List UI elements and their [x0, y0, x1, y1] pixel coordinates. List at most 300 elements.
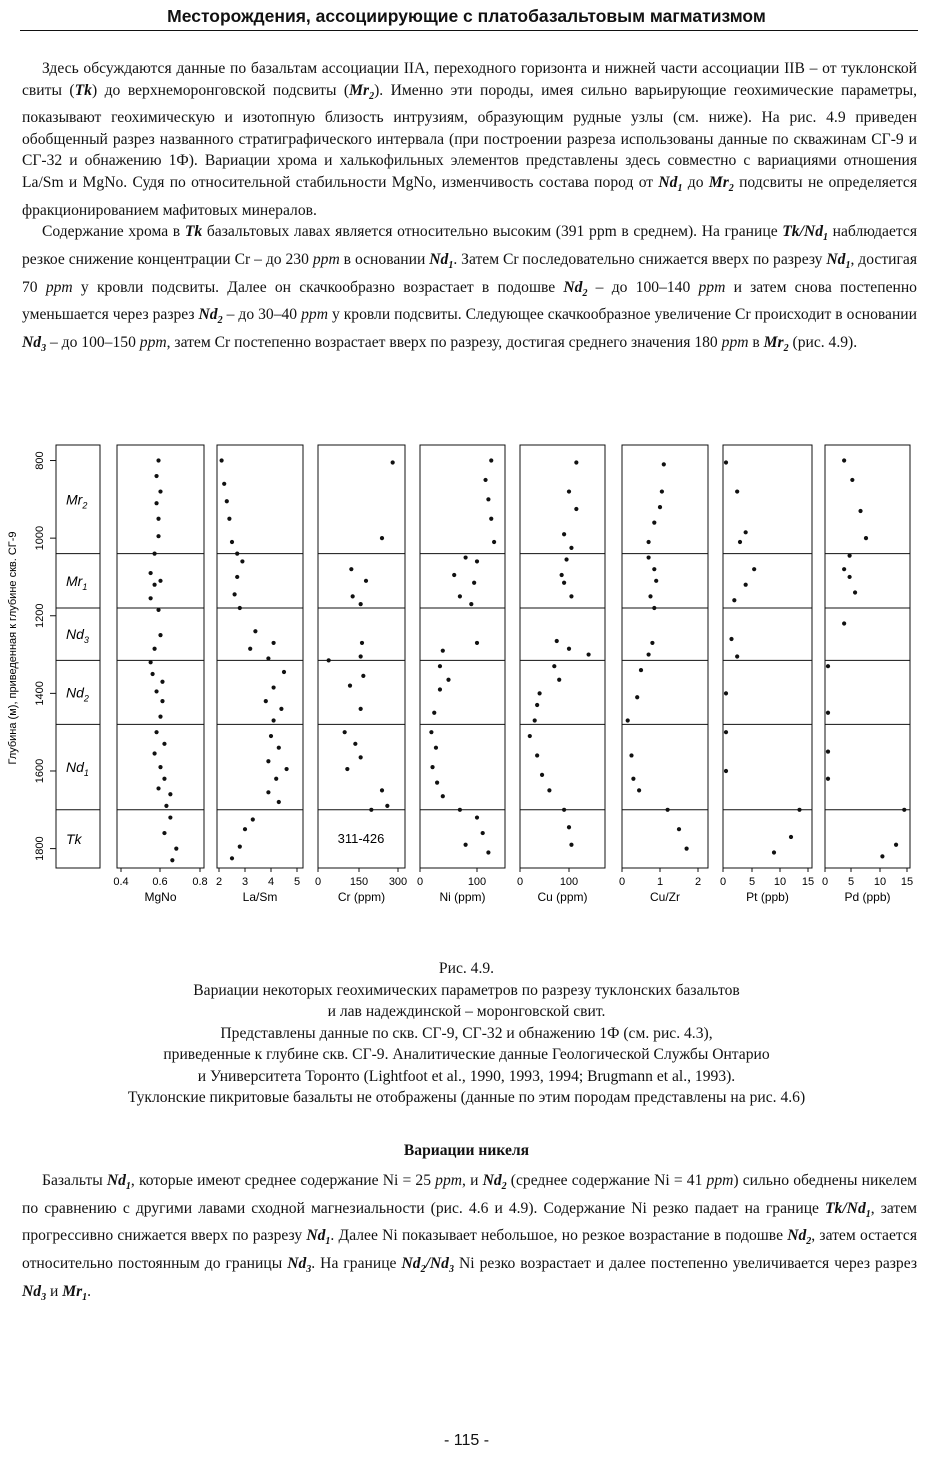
x-tick-label: 5 [748, 876, 756, 888]
data-point [562, 808, 566, 812]
data-point [434, 746, 438, 750]
data-point [535, 703, 539, 707]
data-point [446, 678, 450, 682]
data-point [475, 815, 479, 819]
unit-label [66, 491, 87, 510]
data-point [385, 804, 389, 808]
emphasis-run: ppm [698, 278, 726, 296]
panel-frame [117, 445, 204, 868]
subscript: 1 [823, 232, 828, 244]
data-point [277, 746, 281, 750]
x-tick-label: 0.4 [113, 876, 129, 888]
data-point [724, 730, 728, 734]
data-point [797, 808, 801, 812]
data-point [435, 781, 439, 785]
data-point [158, 633, 162, 637]
data-point [557, 678, 561, 682]
x-tick-label: 0 [618, 876, 626, 888]
subscript: 1 [845, 260, 851, 272]
data-point [348, 684, 352, 688]
subscript: 2 [582, 287, 588, 299]
data-point [156, 534, 160, 538]
data-point [660, 489, 664, 493]
subscript: 1 [82, 1291, 88, 1303]
data-point [569, 594, 573, 598]
data-point [639, 668, 643, 672]
data-point [432, 711, 436, 715]
data-point [654, 579, 658, 583]
figure-4-9 [0, 430, 933, 950]
unit-label [66, 573, 87, 592]
data-point [567, 489, 571, 493]
data-point [345, 767, 349, 771]
data-point [285, 767, 289, 771]
data-point [472, 581, 476, 585]
data-point [349, 567, 353, 571]
subscript: 1 [865, 1208, 871, 1220]
x-axis-label: Pd (ppb) [844, 890, 891, 904]
data-point [243, 827, 247, 831]
data-point [533, 718, 537, 722]
data-point [227, 517, 231, 521]
data-point [248, 647, 252, 651]
data-point [631, 777, 635, 781]
x-axis-label: La/Sm [242, 890, 278, 904]
data-point [272, 641, 276, 645]
data-point [574, 460, 578, 464]
caption-line: приведенные к глубине скв. СГ-9. Аналитические данные Геологической Службы Онтарио [163, 1046, 770, 1063]
data-point [154, 689, 158, 693]
text-run: наблюдается резкое снижение концентрации Cr – до 230 [22, 223, 917, 269]
data-point [264, 699, 268, 703]
emphasis-run: Tk [184, 223, 203, 241]
data-point [154, 730, 158, 734]
unit-label [66, 759, 89, 778]
emphasis-run: Nd [482, 1172, 502, 1189]
subscript: 1 [448, 260, 454, 272]
section-subheading: Вариации никеля [403, 1142, 530, 1159]
x-axis-label: Pt (ppb) [746, 890, 789, 904]
header-rule [20, 30, 918, 31]
text-run: до [682, 174, 709, 192]
data-point [464, 555, 468, 559]
data-point [789, 835, 793, 839]
x-tick-label: 2 [694, 876, 702, 888]
data-point [724, 460, 728, 464]
text-run: базальтовых лавах является относительно высоким (391 ppm в среднем). На границе [202, 223, 783, 241]
data-point [235, 552, 239, 556]
data-point [235, 575, 239, 579]
data-point [567, 647, 571, 651]
running-header: Месторождения, ассоциирующие с платобазальтовым магматизмом [167, 6, 766, 26]
data-point [826, 777, 830, 781]
data-point [158, 715, 162, 719]
data-point [152, 583, 156, 587]
data-point [452, 573, 456, 577]
data-point [569, 843, 573, 847]
text-run: подсвиты не определяется фракционированием мафитовых минералов. [22, 174, 917, 219]
data-point [174, 846, 178, 850]
x-tick-label: 2 [215, 876, 223, 888]
x-tick-label: 4 [267, 876, 275, 888]
x-tick-label: 0 [719, 876, 727, 888]
data-point [826, 711, 830, 715]
data-point [168, 792, 172, 796]
data-point [735, 654, 739, 658]
emphasis-run: Nd [826, 251, 846, 269]
data-point [359, 602, 363, 606]
data-point [483, 478, 487, 482]
data-point [230, 856, 234, 860]
emphasis-run: Nd [22, 334, 42, 352]
data-point [380, 536, 384, 540]
emphasis-run: Nd [198, 306, 218, 324]
panel-frame [622, 445, 708, 868]
data-point [230, 540, 234, 544]
data-point [848, 554, 852, 558]
emphasis-run: Nd [106, 1172, 126, 1189]
caption-line: Вариации некоторых геохимических параметров по разрезу туклонских базальтов [193, 981, 740, 999]
panel-frame [825, 445, 910, 868]
data-point [647, 652, 651, 656]
data-point [170, 858, 174, 862]
data-point [158, 579, 162, 583]
data-point [282, 670, 286, 674]
data-point [253, 629, 257, 633]
x-tick-label: 5 [293, 876, 301, 888]
data-point [574, 507, 578, 511]
data-point [279, 707, 283, 711]
data-point [540, 773, 544, 777]
data-point [492, 540, 496, 544]
data-point [662, 462, 666, 466]
data-point [880, 854, 884, 858]
subscript: 2 [217, 315, 223, 327]
data-point [238, 606, 242, 610]
text-run: (среднее содержание Ni = 41 [506, 1172, 707, 1189]
text-run: (рис. 4.9). [788, 334, 858, 352]
data-point [168, 815, 172, 819]
depth-tick-label: 1800 [34, 836, 46, 861]
data-point [391, 460, 395, 464]
x-tick-label: 15 [900, 876, 914, 888]
data-point [233, 592, 237, 596]
text-run: . Затем Cr последовательно снижается вверх по разрезу [453, 251, 827, 269]
data-point [266, 759, 270, 763]
data-point [567, 825, 571, 829]
text-run: и [46, 1282, 63, 1300]
data-point [429, 730, 433, 734]
data-point [677, 827, 681, 831]
data-point [735, 489, 739, 493]
text-run: Содержание хрома в [42, 223, 185, 241]
caption-line: Рис. 4.9. [438, 960, 495, 977]
data-point [327, 658, 331, 662]
emphasis-run: Tk [74, 81, 92, 99]
data-point [744, 583, 748, 587]
data-point [658, 505, 662, 509]
subscript: 3 [41, 1291, 47, 1303]
body-text-top [22, 58, 917, 360]
x-tick-label: 0.8 [192, 876, 208, 888]
data-point [360, 641, 364, 645]
text-run: . [87, 1282, 92, 1300]
unit-label [66, 684, 89, 703]
unit-name: Nd [66, 684, 84, 701]
unit-label [66, 831, 83, 847]
x-tick-label: 1 [656, 876, 664, 888]
emphasis-run: ppm [721, 334, 749, 352]
emphasis-run: Tk/Nd [782, 223, 823, 241]
data-point [359, 755, 363, 759]
x-tick-label: 3 [241, 876, 249, 888]
x-tick-label: 0 [821, 876, 829, 888]
emphasis-run: ppm [45, 278, 73, 296]
unit-subscript: 3 [83, 635, 89, 646]
data-point [351, 594, 355, 598]
data-point [648, 594, 652, 598]
unit-subscript: 1 [82, 581, 88, 592]
panel-frame [217, 445, 303, 868]
data-point [220, 458, 224, 462]
data-point [251, 817, 255, 821]
text-run: у кровли подсвиты. Далее он скачкообразно возрастает в подошве [72, 278, 564, 296]
data-point [848, 575, 852, 579]
text-run: – до 100–150 [46, 334, 140, 352]
data-point [486, 850, 490, 854]
x-tick-label: 0 [516, 876, 524, 888]
data-point [562, 581, 566, 585]
text-run: Ni резко возрастает и далее постепенно увеличивается через разрез [453, 1255, 917, 1273]
body-text-bottom [22, 1170, 917, 1309]
depth-tick-label: 1600 [34, 758, 46, 784]
subscript: 2 [728, 183, 734, 195]
subscript: 2 [501, 1181, 507, 1193]
data-point [266, 656, 270, 660]
data-point [438, 687, 442, 691]
text-run: – до 30–40 [222, 306, 302, 324]
subscript: 2 [806, 1236, 812, 1248]
data-point [149, 571, 153, 575]
text-run: в основании [339, 251, 430, 269]
data-point [626, 718, 630, 722]
emphasis-run: ppm [301, 306, 328, 324]
paragraph [22, 1170, 917, 1309]
subscript: 1 [325, 1236, 331, 1248]
data-point [266, 790, 270, 794]
x-tick-label: 0 [314, 876, 322, 888]
data-point [238, 845, 242, 849]
data-point [156, 517, 160, 521]
data-point [772, 850, 776, 854]
data-point [647, 555, 651, 559]
x-tick-label: 100 [559, 876, 579, 888]
cr-range-annotation: 311-426 [337, 830, 385, 846]
caption-line: Туклонские пикритовые базальты не отображены (данные по этим породам представлены на рис. 4.6) [127, 1089, 806, 1106]
x-axis-label: Ni (ppm) [439, 890, 486, 904]
data-point [240, 559, 244, 563]
data-point [481, 831, 485, 835]
data-point [547, 788, 551, 792]
text-run: ). Именно эти породы, имея сильно варьирующие геохимические параметры, показывают геохимическую и изотопную близость интрузиям, образующим рудные узлы (см. ниже). На рис. 4.9 приведен обобщенный разрез названного стратиграфического интервала (при построении разреза использованы данные по скважинам СГ-9 и СГ-32 и обнажению 1Ф). Вариации хрома и халькофильных элементов представлены здесь совместно с вариациями отношения La/Sm и MgNo. Судя по относительной стабильности MgNo, изменчивость состава пород от [22, 81, 918, 192]
data-point [160, 680, 164, 684]
data-point [685, 846, 689, 850]
data-point [430, 765, 434, 769]
x-tick-label: 300 [388, 876, 408, 888]
text-run: , достигая 70 [22, 251, 917, 296]
data-point [842, 458, 846, 462]
caption-line: и Университета Торонто (Lightfoot et al., 1990, 1993, 1994; Brugmann et al., 1993). [197, 1067, 736, 1085]
emphasis-run: Nd [287, 1255, 307, 1273]
unit-subscript: 2 [83, 693, 89, 704]
emphasis-run: Mr [62, 1282, 83, 1300]
data-point [154, 474, 158, 478]
data-point [652, 567, 656, 571]
emphasis-run: Nd [563, 278, 583, 296]
emphasis-run: Mr [349, 81, 370, 99]
data-point [850, 478, 854, 482]
data-point [562, 532, 566, 536]
text-run: , затем Cr постепенно возрастает вверх по разрезу, достигая среднего значения 180 [166, 334, 722, 352]
text-run: у кровли подсвиты. Следующее скачкообразное увеличение Cr происходит в основании [327, 306, 917, 324]
panel-frame [520, 445, 605, 868]
data-point [489, 458, 493, 462]
y-axis-label: Глубина (м), приведенная к глубине скв. СГ-9 [7, 531, 19, 765]
x-tick-label: 10 [873, 876, 887, 888]
data-point [666, 808, 670, 812]
data-point [156, 608, 160, 612]
data-point [569, 546, 573, 550]
emphasis-run: ppm [312, 251, 340, 269]
depth-tick-label: 800 [34, 451, 46, 470]
data-point [225, 499, 229, 503]
data-point [149, 660, 153, 664]
data-point [564, 557, 568, 561]
data-point [475, 641, 479, 645]
unit-name: Tk [66, 830, 82, 847]
unit-subscript: 1 [83, 768, 89, 779]
data-point [486, 497, 490, 501]
data-point [269, 734, 273, 738]
data-point [158, 765, 162, 769]
data-point [724, 769, 728, 773]
text-run: , затем прогрессивно снижается вверх по разрезу [22, 1199, 917, 1245]
data-point [528, 734, 532, 738]
units-column-frame [56, 445, 100, 868]
emphasis-run: Nd [306, 1227, 326, 1245]
unit-label [66, 626, 89, 645]
data-point [156, 458, 160, 462]
x-tick-label: 150 [349, 876, 369, 888]
data-point [364, 579, 368, 583]
subscript: 2 [783, 343, 789, 355]
data-point [359, 654, 363, 658]
x-tick-label: 0 [416, 876, 424, 888]
emphasis-run: ppm [435, 1172, 463, 1189]
data-point [647, 540, 651, 544]
x-tick-label: 15 [801, 876, 815, 888]
emphasis-run: ppm [139, 334, 167, 352]
emphasis-run: Nd [429, 251, 449, 269]
x-tick-label: 0.6 [152, 876, 168, 888]
data-point [441, 794, 445, 798]
data-point [552, 664, 556, 668]
data-point [826, 749, 830, 753]
emphasis-run: /Nd [425, 1255, 449, 1273]
data-point [359, 707, 363, 711]
data-point [842, 621, 846, 625]
subscript: 3 [448, 1264, 454, 1276]
text-run: . Далее Ni показывает небольшое, но резкое возрастание в подошве [330, 1227, 788, 1245]
data-point [535, 753, 539, 757]
data-point [272, 718, 276, 722]
data-point [652, 521, 656, 525]
data-point [380, 788, 384, 792]
paragraph [22, 58, 917, 221]
data-point [464, 843, 468, 847]
emphasis-run: Tk/Nd [825, 1199, 866, 1217]
data-point [732, 598, 736, 602]
text-run: ) сильно обеднены никелем по сравнению с другими лавами сходной магнезиальности (рис. 4.6 и 4.9). Содержание Ni резко падает на границе [22, 1172, 917, 1217]
text-run: и затем снова постепенно уменьшается через разрез [22, 278, 917, 324]
emphasis-run: Mr [708, 174, 729, 192]
data-point [738, 540, 742, 544]
text-run: – до 100–140 [587, 278, 699, 296]
emphasis-run: Mr [763, 334, 784, 352]
emphasis-run: Nd [787, 1227, 807, 1245]
data-point [629, 753, 633, 757]
x-tick-label: 100 [467, 876, 487, 888]
unit-name: Nd [66, 626, 84, 643]
data-point [858, 509, 862, 513]
data-point [154, 501, 158, 505]
text-run: , затем остается относительно постоянным до границы [22, 1227, 918, 1273]
data-point [149, 596, 153, 600]
data-point [353, 742, 357, 746]
text-run: ) до верхнеморонговской подсвиты ( [91, 81, 350, 99]
data-point [158, 489, 162, 493]
text-run: Здесь обсуждаются данные по базальтам ассоциации IIA, переходного горизонта и нижней части ассоциации IIB – от туклонской свиты ( [22, 60, 917, 99]
data-point [864, 536, 868, 540]
data-point [160, 699, 164, 703]
emphasis-run: Nd [401, 1255, 421, 1273]
data-point [489, 517, 493, 521]
data-point [156, 786, 160, 790]
subscript: 3 [306, 1264, 312, 1276]
subscript: 2 [369, 90, 375, 102]
subscript: 2 [420, 1264, 426, 1276]
data-point [164, 804, 168, 808]
x-axis-label: Cu/Zr [650, 890, 680, 904]
data-point [274, 777, 278, 781]
data-point [652, 606, 656, 610]
data-point [162, 831, 166, 835]
caption-line: и лав надеждинской – моронговской свит. [327, 1003, 606, 1020]
data-point [894, 843, 898, 847]
data-point [826, 664, 830, 668]
text-run: в [748, 334, 764, 352]
data-point [650, 641, 654, 645]
data-point [560, 573, 564, 577]
data-point [272, 685, 276, 689]
emphasis-run: Nd [658, 174, 678, 192]
data-point [469, 602, 473, 606]
subscript: 1 [125, 1181, 131, 1193]
data-point [369, 808, 373, 812]
text-run: Базальты [42, 1172, 107, 1189]
data-point [635, 695, 639, 699]
data-point [162, 742, 166, 746]
